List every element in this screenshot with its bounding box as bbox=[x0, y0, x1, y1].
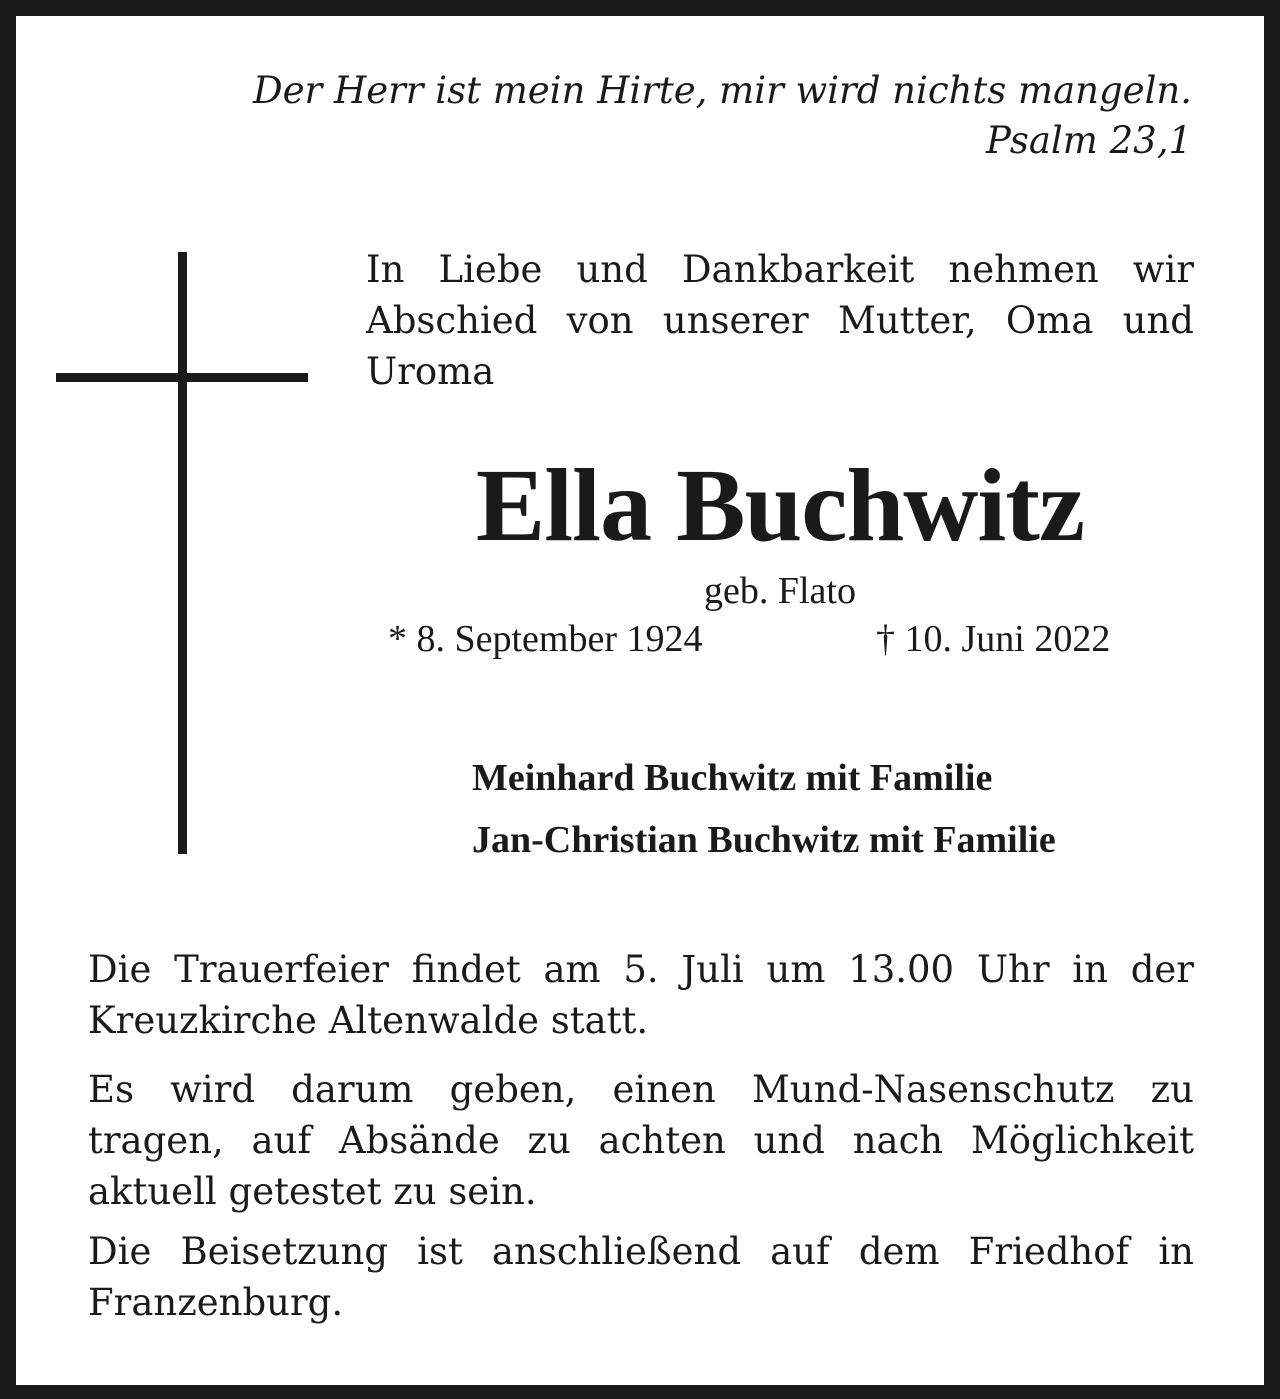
hygiene-request: Es wird darum geben, einen Mund-Nasenschutz zu tragen, auf Absände zu achten und nach Möglichkeit aktuell getestet zu sein. bbox=[88, 1068, 1194, 1213]
birth-date: * 8. September 1924 bbox=[388, 618, 703, 660]
burial-info: Die Beisetzung ist anschließend auf dem Friedhof in Franzenburg. bbox=[88, 1230, 1194, 1324]
service-info: Die Trauerfeier findet am 5. Juli um 13.00 Uhr in der Kreuzkirche Altenwalde statt. bbox=[88, 948, 1194, 1042]
death-date: † 10. Juni 2022 bbox=[876, 618, 1111, 660]
maiden-name: geb. Flato bbox=[704, 570, 856, 612]
mourner-name: Jan-Christian Buchwitz mit Familie bbox=[472, 819, 1056, 861]
psalm-quote: Der Herr ist mein Hirte, mir wird nichts mangeln. bbox=[252, 69, 1192, 112]
cross-icon-horizontal-bar bbox=[56, 373, 308, 382]
cross-icon-vertical-bar bbox=[178, 252, 187, 854]
deceased-name: Ella Buchwitz bbox=[475, 448, 1085, 563]
psalm-reference: Psalm 23,1 bbox=[985, 119, 1192, 162]
intro-text: In Liebe und Dankbarkeit nehmen wir Abschied von unserer Mutter, Oma und Uroma bbox=[366, 248, 1194, 393]
mourner-name: Meinhard Buchwitz mit Familie bbox=[472, 757, 993, 799]
